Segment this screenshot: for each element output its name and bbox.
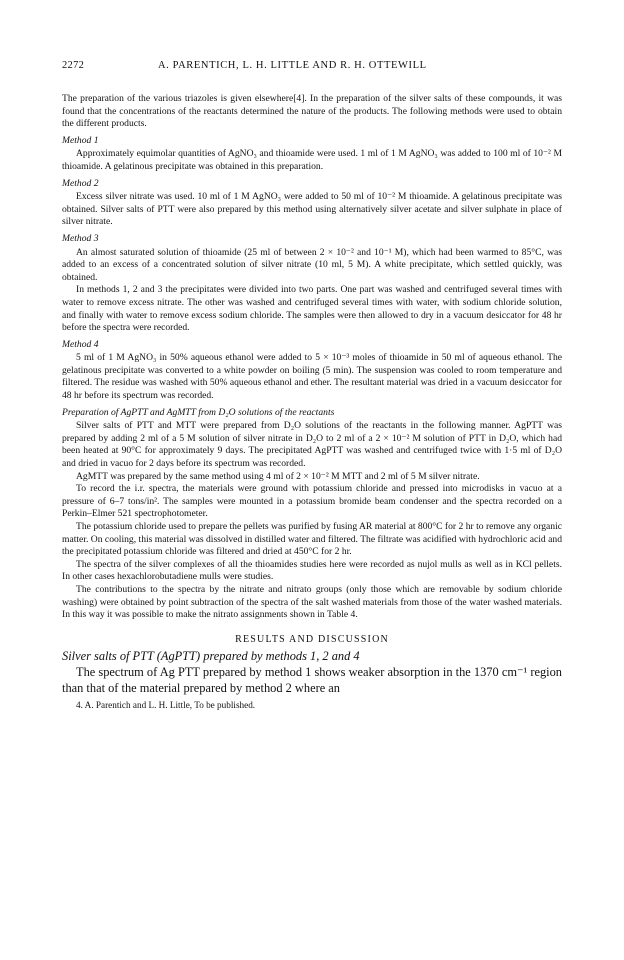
footnote: 4. A. Parentich and L. H. Little, To be published. [76, 699, 256, 710]
kcl-purification-paragraph: The potassium chloride used to prepare the pellets was purified by fusing AR material at 800°C for 2 hr to remove any organic matter. On cooling, this material was dissolved in distilled water and filtered. The filtrate was acidified with hydrochloric acid and the precipitated potassium chloride was filtered and dried at 450°C for 2 hr. [62, 521, 562, 558]
method-3-heading: Method 3 [62, 232, 99, 244]
method-2-heading: Method 2 [62, 177, 99, 189]
running-header [62, 60, 562, 71]
results-subheading: Silver salts of PTT (AgPTT) prepared by methods 1, 2 and 4 [62, 648, 360, 663]
page-number: 2272 [62, 60, 85, 71]
method-3-text: An almost saturated solution of thioamide (25 ml of between 2 × 10⁻² and 10⁻¹ M), which had been warmed to 85°C, was added to an excess of a concentrated solution of silver nitrate (10 ml, 5 M). A white precipitate, which settled quickly, was obtained. [62, 246, 562, 283]
intro-paragraph: The preparation of the various triazoles is given elsewhere[4]. In the preparation of the silver salts of these compounds, it was found that the concentrations of the reactants determined the nature of the products. The following methods were used to obtain the different products. [62, 93, 562, 130]
results-section-heading: RESULTS AND DISCUSSION [235, 633, 389, 645]
d2o-preparation-paragraph: Silver salts of PTT and MTT were prepared from D₂O solutions of the reactants in the following manner. AgPTT was prepared by adding 2 ml of a 5 M solution of silver nitrate in D₂O to 2 ml of a 2 × 10⁻² M solution of PTT in D₂O, which had been heated at 90°C for approximately 9 days. The precipitated AgPTT was washed and centrifuged twice with 1·5 ml of D₂O and dried in vacuo for 2 days before its spectrum was recorded. [62, 420, 562, 470]
method-2-text: Excess silver nitrate was used. 10 ml of 1 M AgNO₃ were added to 50 ml of 10⁻² M thioamide. A gelatinous precipitate was obtained. Silver salts of PTT were also prepared by this method using alternatively silver acetate and silver sulphate in place of silver nitrate. [62, 191, 562, 228]
agmtt-preparation-paragraph: AgMTT was prepared by the same method using 4 ml of 2 × 10⁻² M MTT and 2 ml of 5 M silver nitrate. [76, 470, 480, 482]
method-1-text: Approximately equimolar quantities of AgNO₃ and thioamide were used. 1 ml of 1 M AgNO₃ was added to 100 ml of 10⁻² M thioamide. A gelatinous precipitate was obtained in this preparation. [62, 148, 562, 172]
running-header-authors: A. PARENTICH, L. H. LITTLE AND R. H. OTTEWILL [158, 60, 427, 71]
d2o-preparation-heading: Preparation of AgPTT and AgMTT from D₂O solutions of the reactants [62, 406, 335, 418]
method-4-heading: Method 4 [62, 338, 99, 350]
nitrato-paragraph: The contributions to the spectra by the nitrate and nitrato groups (only those which are removable by sodium chloride washing) were obtained by point subtraction of the spectra of the salt washed materials from those of the water washed materials. In this way it was possible to make the nitrato assignments shown in Table 4. [62, 583, 562, 621]
method-1-heading: Method 1 [62, 134, 99, 146]
journal-page [62, 60, 562, 711]
ir-spectra-paragraph: To record the i.r. spectra, the materials were ground with potassium chloride and pressed into microdisks in vacuo at a pressure of 6–7 tons/in². The samples were mounted in a potassium bromide beam condenser and the spectra recorded on a Perkin–Elmer 521 spectrophotometer. [62, 483, 562, 520]
results-paragraph: The spectrum of Ag PTT prepared by method 1 shows weaker absorption in the 1370 cm⁻¹ region than that of the material prepared by method 2 where an [62, 664, 562, 695]
washing-procedure-paragraph: In methods 1, 2 and 3 the precipitates were divided into two parts. One part was washed and centrifuged several times with water to remove excess nitrate. The other was washed and centrifuged several times with water, with sodium chloride solution, and finally with water to remove excess sodium chloride. The samples were then allowed to dry in a vacuum desiccator for 48 hr before the spectra were recorded. [62, 284, 562, 334]
mulls-paragraph: The spectra of the silver complexes of all the thioamides studies here were recorded as nujol mulls as well as in KCl pellets. In other cases hexachlorobutadiene mulls were studies. [62, 558, 562, 583]
method-4-text: 5 ml of 1 M AgNO₃ in 50% aqueous ethanol were added to 5 × 10⁻³ moles of thioamide in 50 ml of aqueous ethanol. The gelatinous precipitate was converted to a white powder on boiling (5 min). The suspension was cooled to room temperature and filtered. The residue was washed with 50% aqueous ethanol and ether. The resultant material was dried in a vacuum desiccator for 48 hr before its spectrum was recorded. [62, 352, 562, 402]
